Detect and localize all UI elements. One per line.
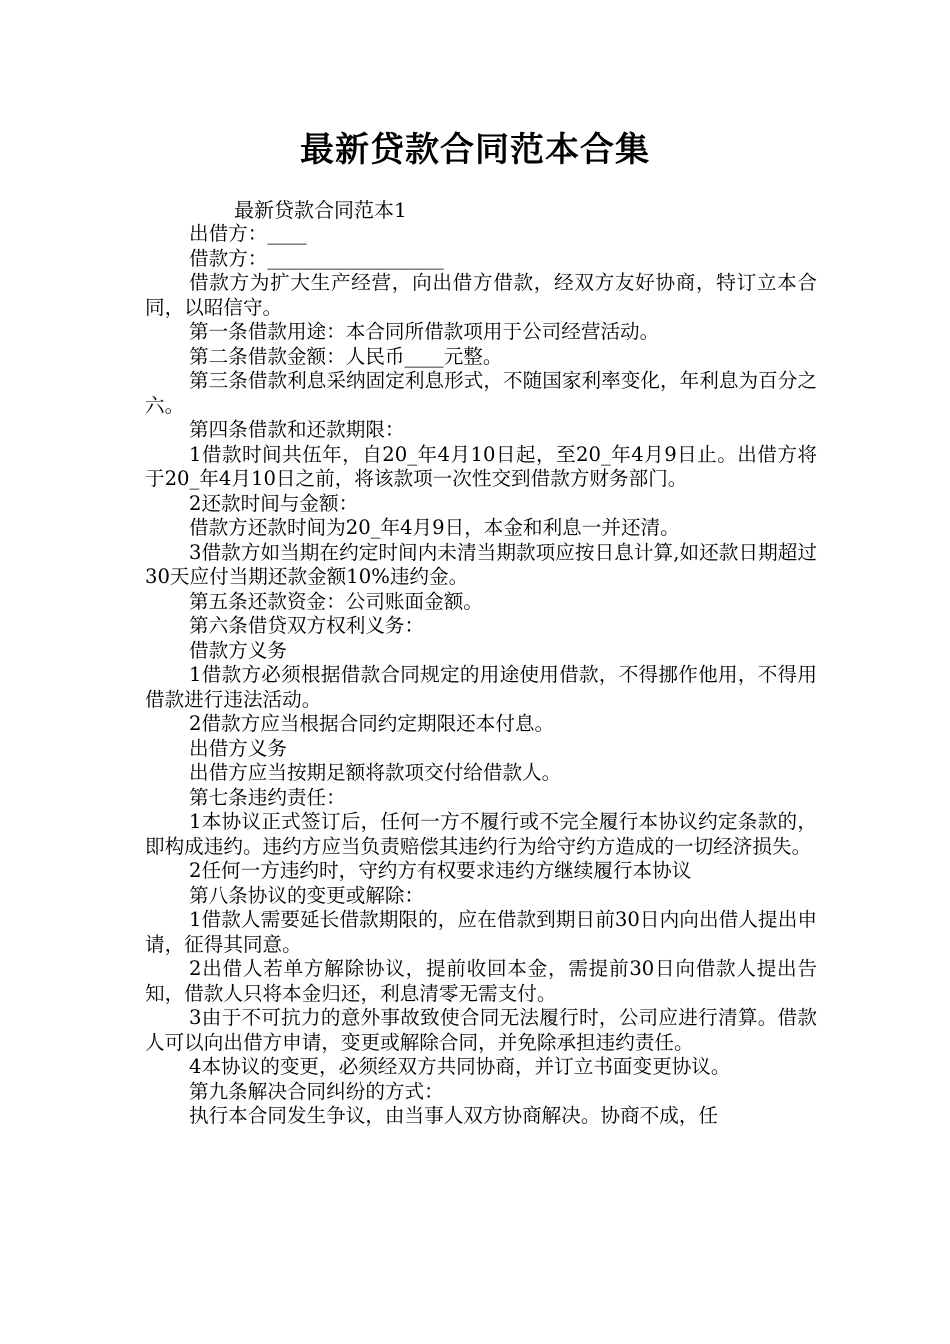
paragraph: 借款方：__________________: [189, 246, 444, 270]
paragraph: 第四条借款和还款期限：: [189, 418, 405, 441]
paragraph: 2还款时间与金额：: [189, 491, 359, 515]
paragraph: 出借方：____: [189, 222, 307, 245]
paragraph: 第二条借款金额：人民币____元整。: [189, 344, 503, 368]
paragraph: 第六条借贷双方权利义务：: [189, 614, 425, 637]
paragraph: 2任何一方违约时，守约方有权要求违约方继续履行本协议: [189, 859, 692, 882]
document-title: 最新贷款合同范本合集: [300, 130, 650, 170]
contract-body: [145, 222, 817, 1129]
paragraph: 2借款方应当根据合同约定期限还本付息。: [189, 712, 555, 735]
paragraph: 第三条借款利息采纳固定利息形式，不随国家利率变化，年利息为百分之六。: [145, 369, 817, 417]
contract-subtitle: 最新贷款合同范本1: [234, 198, 407, 222]
paragraph: 借款方为扩大生产经营，向出借方借款，经双方友好协商，特订立本合同，以昭信守。: [145, 271, 817, 319]
paragraph: 第五条还款资金：公司账面金额。: [189, 589, 483, 613]
paragraph: 1本协议正式签订后，任何一方不履行或不完全履行本协议约定条款的，即构成违约。违约方应当负责赔偿其违约行为给守约方造成的一切经济损失。: [145, 810, 817, 858]
paragraph: 3借款方如当期在约定时间内未清当期款项应按日息计算,如还款日期超过30天应付当期还款金额10%违约金。: [145, 540, 817, 588]
paragraph: 3由于不可抗力的意外事故致使合同无法履行时，公司应进行清算。借款人可以向出借方申请，变更或解除合同，并免除承担违约责任。: [145, 1006, 817, 1054]
paragraph: 第八条协议的变更或解除：: [189, 883, 425, 907]
paragraph: 1借款时间共伍年，自20_年4月10日起，至20_年4月9日止。出借方将于20_年4月10日之前，将该款项一次性交到借款方财务部门。: [145, 442, 817, 490]
paragraph: 第九条解决合同纠纷的方式：: [189, 1079, 444, 1103]
paragraph: 第七条违约责任：: [189, 785, 346, 809]
paragraph: 借款方还款时间为20_年4月9日，本金和利息一并还清。: [189, 516, 680, 539]
paragraph: 4本协议的变更，必须经双方共同协商，并订立书面变更协议。: [189, 1055, 731, 1078]
paragraph: 出借方应当按期足额将款项交付给借款人。: [189, 761, 562, 784]
paragraph: 2出借人若单方解除协议，提前收回本金，需提前30日向借款人提出告知，借款人只将本金归还，利息清零无需支付。: [145, 957, 817, 1005]
paragraph: 借款方义务: [189, 638, 287, 662]
paragraph: 1借款人需要延长借款期限的，应在借款到期日前30日内向出借人提出申请，征得其同意。: [145, 908, 817, 956]
paragraph: 出借方义务: [189, 736, 287, 760]
paragraph: 第一条借款用途：本合同所借款项用于公司经营活动。: [189, 320, 660, 343]
paragraph: 1借款方必须根据借款合同规定的用途使用借款，不得挪作他用，不得用借款进行违法活动。: [145, 663, 817, 711]
paragraph: 执行本合同发生争议，由当事人双方协商解决。协商不成，任: [189, 1104, 719, 1127]
